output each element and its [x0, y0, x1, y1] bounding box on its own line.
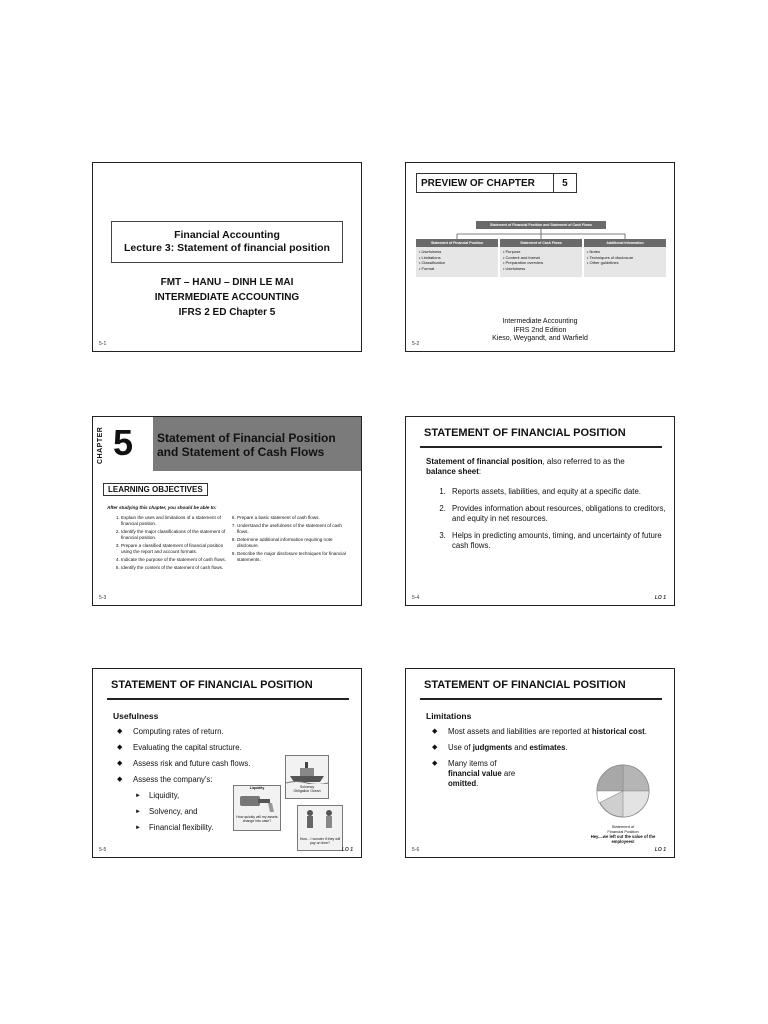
- pie-label-line: Financial Position: [607, 829, 639, 834]
- emphasis: financial value: [448, 769, 502, 778]
- chart-column-head: Statement of Financial Position: [416, 239, 498, 247]
- objective-item: 3. Prepare a classified statement of financial position using the report and account formats.: [121, 543, 229, 555]
- assessment-item: ► Solvency, and: [135, 807, 245, 817]
- assessment-item: ► Liquidity,: [135, 791, 245, 801]
- chart-item: • Usefulness: [419, 249, 495, 255]
- slide-5: [92, 668, 362, 858]
- sfp-purposes: [434, 487, 668, 558]
- pie-label-line: Statement of: [611, 824, 635, 829]
- learning-objectives-label: LEARNING OBJECTIVES: [103, 483, 208, 496]
- people-illustration: [298, 806, 342, 836]
- objective-item: 1. Explain the uses and limitations of a statement of financial position.: [121, 515, 229, 527]
- ship-illustration: [286, 756, 328, 784]
- page-number: 5-2: [412, 341, 420, 347]
- emphasis: historical cost: [591, 727, 645, 736]
- objective-item: 7. Understand the usefulness of the statement of cash flows.: [237, 523, 349, 535]
- text: .: [644, 727, 647, 736]
- limitation-item: [432, 727, 652, 737]
- subject-line: INTERMEDIATE ACCOUNTING: [154, 292, 300, 303]
- chart-root: Statement of Financial Position and Statement of Cash Flows: [476, 221, 606, 229]
- page-number: 5-4: [412, 595, 420, 601]
- preview-number: 5: [553, 174, 576, 192]
- pie-label: [586, 824, 660, 834]
- slide-1: [92, 162, 362, 352]
- usefulness-item: ◆ Assess risk and future cash flows.: [117, 759, 267, 769]
- chapter-title-line: Statement of Financial Position: [157, 431, 336, 445]
- lecture-title: Lecture 3: Statement of financial position: [124, 242, 330, 254]
- usefulness-item: ◆ Computing rates of return.: [117, 727, 267, 737]
- limitation-item: [432, 759, 528, 789]
- pie-illustration: [586, 763, 660, 819]
- chart-item: • Format: [419, 266, 495, 272]
- chapter-word: CHAPTER: [97, 426, 104, 464]
- book-title: Intermediate Accounting: [502, 318, 578, 325]
- flexibility-caption: How... I wonder if they will pay on time?: [299, 837, 341, 845]
- chapter-title: [157, 431, 336, 459]
- pie-caption: Hey....we left out the value of the employees!: [590, 834, 656, 844]
- lo-tag: LO 1: [341, 847, 353, 853]
- chart-column-additional: [584, 239, 666, 277]
- page-number: 5-6: [412, 847, 420, 853]
- usefulness-item: ◆ Assess the company's:: [117, 775, 267, 785]
- slide-2: [405, 162, 675, 352]
- book-credit: [406, 318, 674, 344]
- liquidity-label: Liquidity: [249, 786, 265, 790]
- flexibility-cartoon: [297, 805, 343, 851]
- cash-faucet-illustration: [234, 790, 280, 814]
- chart-column-scf: [500, 239, 582, 277]
- text: .: [565, 743, 568, 752]
- page-number: 5-1: [99, 341, 107, 347]
- title-divider: [420, 446, 662, 448]
- chart-column-head: Statement of Cash Flows: [500, 239, 582, 247]
- definition-colon: :: [478, 467, 482, 476]
- limitation-item: [432, 743, 652, 753]
- definition-connector: , also referred to as the: [542, 457, 625, 466]
- chart-item: • Notes: [587, 249, 663, 255]
- objectives-right: [227, 515, 349, 565]
- title-divider: [107, 698, 349, 700]
- page-number: 5-5: [99, 847, 107, 853]
- solvency-caption: Obligation Ocean: [293, 789, 321, 793]
- emphasis: judgments: [472, 743, 513, 752]
- pie-cartoon: [586, 763, 660, 843]
- chart-item: • Usefulness: [503, 266, 579, 272]
- objective-item: 6. Prepare a basic statement of cash flows.: [237, 515, 349, 521]
- author-line: FMT – HANU – DINH LE MAI: [160, 277, 294, 288]
- emphasis: omitted: [448, 779, 477, 788]
- preview-label: PREVIEW OF CHAPTER: [421, 177, 535, 189]
- lo-tag: LO 1: [654, 595, 666, 601]
- solvency-label: Solvency: [299, 785, 315, 789]
- assessment-sublist: [135, 791, 245, 839]
- chart-item: • Purpose: [503, 249, 579, 255]
- title-divider: [420, 698, 662, 700]
- chart-item: • Other guidelines: [587, 260, 663, 266]
- liquidity-caption: How quickly will my assets change into cash?: [236, 815, 278, 823]
- objectives-left: [111, 515, 229, 573]
- slide-title: STATEMENT OF FINANCIAL POSITION: [111, 679, 313, 691]
- slide-title: STATEMENT OF FINANCIAL POSITION: [424, 427, 626, 439]
- purpose-item: 1. Reports assets, liabilities, and equity at a specific date.: [448, 487, 668, 497]
- objective-item: 4. Indicate the purpose of the statement of cash flows.: [121, 557, 229, 563]
- edition-line: IFRS 2 ED Chapter 5: [178, 307, 276, 318]
- usefulness-item: ◆ Evaluating the capital structure.: [117, 743, 267, 753]
- text: are: [501, 769, 516, 778]
- slide-3: [92, 416, 362, 606]
- solvency-cartoon: [285, 755, 329, 799]
- chart-item: • Classification: [419, 260, 495, 266]
- page-number: 5-3: [99, 595, 107, 601]
- term-balance-sheet: balance sheet: [426, 467, 479, 476]
- chart-item: • Techniques of disclosure: [587, 255, 663, 261]
- objective-item: 5. Identify the content of the statement of cash flows.: [121, 565, 229, 571]
- book-authors: Kieso, Weygandt, and Warfield: [492, 335, 588, 342]
- objective-item: 2. Identify the major classifications of the statement of financial position.: [121, 529, 229, 541]
- objective-item: 9. Describe the major disclosure techniques for financial statements.: [237, 551, 349, 563]
- chapter-number: 5: [113, 422, 134, 463]
- slide-title: STATEMENT OF FINANCIAL POSITION: [424, 679, 626, 691]
- term-sfp: Statement of financial position: [426, 457, 543, 466]
- title-box: [111, 221, 343, 263]
- emphasis: estimates: [529, 743, 566, 752]
- chart-column-sfp: [416, 239, 498, 277]
- text: .: [476, 779, 479, 788]
- course-title: Financial Accounting: [174, 229, 280, 241]
- purpose-item: 2. Provides information about resources, obligations to creditors, and equity in net resources.: [448, 504, 668, 524]
- chapter-title-line: and Statement of Cash Flows: [157, 445, 325, 459]
- course-info: [93, 275, 361, 320]
- slide-4: [405, 416, 675, 606]
- chart-item: • Content and format: [503, 255, 579, 261]
- objective-item: 8. Determine additional information requiring note disclosure.: [237, 537, 349, 549]
- usefulness-list: [117, 727, 267, 791]
- book-edition: IFRS 2nd Edition: [513, 326, 567, 334]
- definition-text: [426, 457, 656, 477]
- section-subtitle: Usefulness: [113, 711, 159, 721]
- text: Use of: [448, 743, 473, 752]
- text: Most assets and liabilities are reported at: [448, 727, 592, 736]
- chart-column-head: Additional Information: [584, 239, 666, 247]
- text: Many items of: [448, 759, 497, 768]
- assessment-item: ► Financial flexibility.: [135, 823, 245, 833]
- section-subtitle: Limitations: [426, 711, 472, 721]
- purpose-item: 3. Helps in predicting amounts, timing, and uncertainty of future cash flows.: [448, 531, 668, 551]
- lo-tag: LO 1: [654, 847, 666, 853]
- liquidity-cartoon: [233, 785, 281, 831]
- chart-item: • Preparation overview: [503, 260, 579, 266]
- text: and: [512, 743, 530, 752]
- slide-6: [405, 668, 675, 858]
- chart-item: • Limitations: [419, 255, 495, 261]
- learning-objectives-intro: After studying this chapter, you should be able to:: [107, 505, 217, 510]
